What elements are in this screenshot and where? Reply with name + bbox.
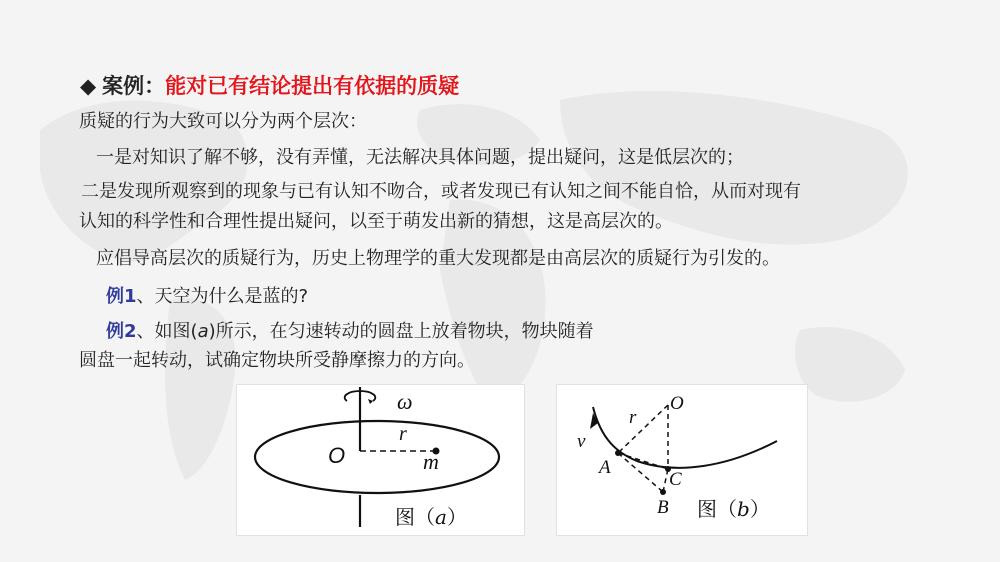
paragraph-advocate: 应倡导高层次的质疑行为，历史上物理学的重大发现都是由高层次的质疑行为引发的。: [96, 248, 780, 269]
paragraph-level-two: 二是发现所观察到的现象与已有认知不吻合，或者发现已有认知之间不能自恰，从而对现有: [81, 181, 801, 202]
paragraph-level-one: 一是对知识了解不够，没有弄懂，无法解决具体问题，提出疑问，这是低层次的；: [96, 147, 744, 168]
figure-b-caption-letter: b: [737, 497, 750, 521]
paragraph-intro: 质疑的行为大致可以分为两个层次：: [79, 111, 367, 132]
example-2-line2: 圆盘一起转动，试确定物块所受静摩擦力的方向。: [79, 350, 475, 371]
example-2-italic: a: [197, 321, 209, 342]
figure-b-caption: [697, 493, 770, 522]
figure-a-caption: [395, 501, 467, 530]
omega-label: ω: [397, 389, 413, 414]
example-1-text: 、天空为什么是蓝的?: [136, 286, 309, 307]
point-a-label: A: [599, 457, 611, 478]
figure-a-caption-prefix: 图（: [395, 505, 435, 529]
slide-heading: [80, 70, 459, 100]
figure-b-caption-suffix: ）: [749, 497, 770, 521]
diamond-bullet-icon: ◆: [80, 74, 97, 98]
figure-b-caption-prefix: 图（: [697, 497, 737, 521]
example-2: [106, 320, 594, 344]
example-1-label: 例1: [106, 286, 137, 307]
example-2-text-b: )所示，在匀速转动的圆盘上放着物块，物块随着: [208, 321, 594, 342]
example-1: [106, 285, 308, 309]
center-label: O: [328, 443, 346, 468]
figure-a-caption-suffix: ）: [446, 505, 467, 529]
point-c-label: C: [669, 469, 682, 490]
radius-label: r: [399, 423, 407, 445]
example-2-label: 例2: [106, 321, 137, 342]
velocity-label: v: [577, 431, 586, 452]
paragraph-level-two-cont: 认知的科学性和合理性提出疑问，以至于萌发出新的猜想，这是高层次的。: [79, 211, 673, 232]
point-b-label: B: [657, 497, 669, 518]
figure-b: [556, 384, 808, 536]
center-o-label: O: [670, 393, 684, 414]
radius-r-label: r: [629, 407, 637, 428]
mass-label: m: [423, 449, 439, 474]
heading-highlight: 能对已有结论提出有依据的质疑: [165, 74, 460, 98]
heading-lead: 案例：: [102, 74, 166, 98]
figure-a-diagram: [237, 385, 524, 535]
figure-a-caption-letter: a: [435, 505, 447, 529]
example-2-text-a: 、如图(: [136, 321, 198, 342]
figure-a: [236, 384, 525, 536]
